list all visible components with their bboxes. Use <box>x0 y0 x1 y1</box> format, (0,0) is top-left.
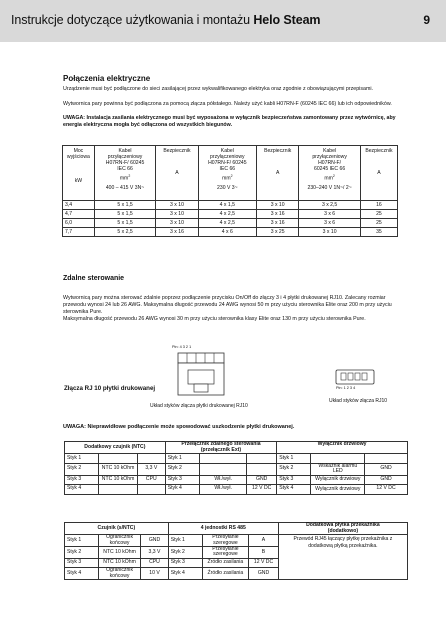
page-title: Instrukcje dotyczące użytkowania i montażu Helo Steam <box>11 13 321 27</box>
fuse-header-1: Bezpiecznik A <box>156 146 198 201</box>
caption-right: Układ styków złącza RJ10 <box>329 398 388 404</box>
table-row: Styk 2 NTC 10 kOhm 3,3 V Styk 2 Styk 2 Wskaźnik alarmu LED GND <box>65 463 408 475</box>
rj-heading: Złącza RJ 10 płytki drukowanej <box>64 385 156 392</box>
table-row: Styk 3 NTC 10 kOhm CPU Styk 3 Źródło zasilania 12 V DC <box>65 558 408 568</box>
fuse-header-2: Bezpiecznik A <box>256 146 298 201</box>
table-row: 7,7 5 x 2,5 3 x 16 4 x 6 3 x 25 3 x 10 35 <box>63 228 398 237</box>
fuse-header-3: Bezpiecznik A <box>360 146 397 201</box>
relay-board-header: Dodatkowa płytka przekaźnika (dodatkowo) <box>278 523 407 535</box>
cable-header-3: Kabel przyłączeniowy H07RN-F/ 60245 IEC 66 $mm^2$ 230–240 V 1N~/ 2~ <box>299 146 360 201</box>
table-row: Styk 4 Styk 4 Wł./wył. 12 V DC Styk 4 Wyłącznik drzwiowy 12 V DC <box>65 485 408 495</box>
pin-label-right: Pin: 1 2 3 4 <box>336 386 356 390</box>
rs485-header: 4 jednostki RS 485 <box>168 523 278 535</box>
table-row: 6,0 5 x 1,5 3 x 10 4 x 2,5 3 x 16 3 x 6 25 <box>63 219 398 228</box>
remote-switch-header: Przełącznik zdalnego sterowania (przełącznik Ext) <box>165 442 276 454</box>
cable-header-2: Kabel przyłączeniowy H07RN-F/ 60245 IEC 66 $mm^2$ 230 V 3~ <box>198 146 256 201</box>
table-row: Styk 3 NTC 10 kOhm CPU Styk 3 Wł./wył. GND Styk 3 Wyłącznik drzwiowy GND <box>65 475 408 485</box>
table-row: 4,7 5 x 1,5 3 x 10 4 x 2,5 3 x 16 3 x 6 25 <box>63 210 398 219</box>
table-row: Styk 1 Ogranicznik końcowy GND Styk 1 Przesyłanie szeregowe A Przewód RJ45 łączący płytkę przekaźnika z dodatkową płytką przekaźnika. <box>65 535 408 547</box>
cable-header-1: Kabel przyłączeniowy H07RN-F/ 60245 IEC 66 $mm^2$ 400 – 415 V 3N~ <box>94 146 155 201</box>
electrical-paragraph-1: Urządzenie musi być podłączone do sieci zasilającej przez wykwalifikowanego elektryka oraz zgodnie z obowiązującymi przepisami. <box>63 86 374 92</box>
remote-heading: Zdalne sterowanie <box>63 275 125 282</box>
remote-paragraph-1: Wytwornicą pary można sterować zdalnie poprzez podłączenie przycisku On/Off do złączy 3 i 4 płytki drukowanej RJ10. Zalecany rozmiar przewodu wynosi 24 lub 26 AWG. Maksymalna długość przewodu 24 AWG wynosi 50 m przy użyciu sterownika Elite oraz 200 m przy użyciu sterownika Pure. <box>63 295 392 315</box>
relay-text: Przewód RJ45 łączący płytkę przekaźnika z dodatkową płytką przekaźnika. <box>278 535 407 580</box>
electrical-heading: Połączenia elektryczne <box>63 74 151 83</box>
table-row: 3,4 5 x 1,5 3 x 10 4 x 1,5 3 x 10 3 x 2,5 16 <box>63 201 398 210</box>
page-number: 9 <box>423 13 430 27</box>
table-row: Styk 4 Ogranicznik końcowy 10 V Styk 4 Źródło zasilania GND <box>65 568 408 580</box>
cable-table <box>62 145 398 237</box>
pin-label-left: Pin: 4 3 2 1 <box>172 345 192 349</box>
table-row: Styk 1 Styk 1 Styk 1 <box>65 454 408 464</box>
caption-left: Układ styków złącza płytki drukowanej RJ10 <box>150 403 248 409</box>
sensor-header: Czujnik (s/NTC) <box>65 523 169 535</box>
ntc-header: Dodatkowy czujnik (NTC) <box>65 442 166 454</box>
rj10-board-connector-illustration <box>176 352 228 398</box>
remote-paragraph-2: Maksymalna długość przewodu 26 AWG wynosi 30 m przy użyciu sterownika klasy Elite oraz 130 m przy użyciu sterownika Pure. <box>63 316 366 322</box>
table-row: Styk 2 NTC 10 kOhm 3,3 V Styk 2 Przesyłanie szeregowe B <box>65 547 408 559</box>
connector-table-2 <box>64 522 408 580</box>
rj10-plug-illustration <box>334 368 378 388</box>
connector-table-1 <box>64 441 408 495</box>
electrical-paragraph-2: Wytwornica pary powinna być podłączona za pomocą złącza półstałego. Należy użyć kabli H07RN-F (60245 IEC 66) lub ich odpowiedników. <box>63 101 392 107</box>
door-switch-header: Wyłącznik drzwiowy <box>277 442 408 454</box>
electrical-warning: UWAGA: Instalacja zasilania elektrycznego musi być wyposażona w wyłącznik bezpieczeństwa zamontowany przez wytwórnicę, aby energia elektryczna mogła być odłączona od wszystkich biegunów. <box>63 115 396 128</box>
connection-warning: UWAGA: Nieprawidłowe podłączenie może spowodować uszkodzenie płytki drukowanej. <box>63 424 295 430</box>
power-header: Moc wyjściowa kW <box>63 146 95 201</box>
